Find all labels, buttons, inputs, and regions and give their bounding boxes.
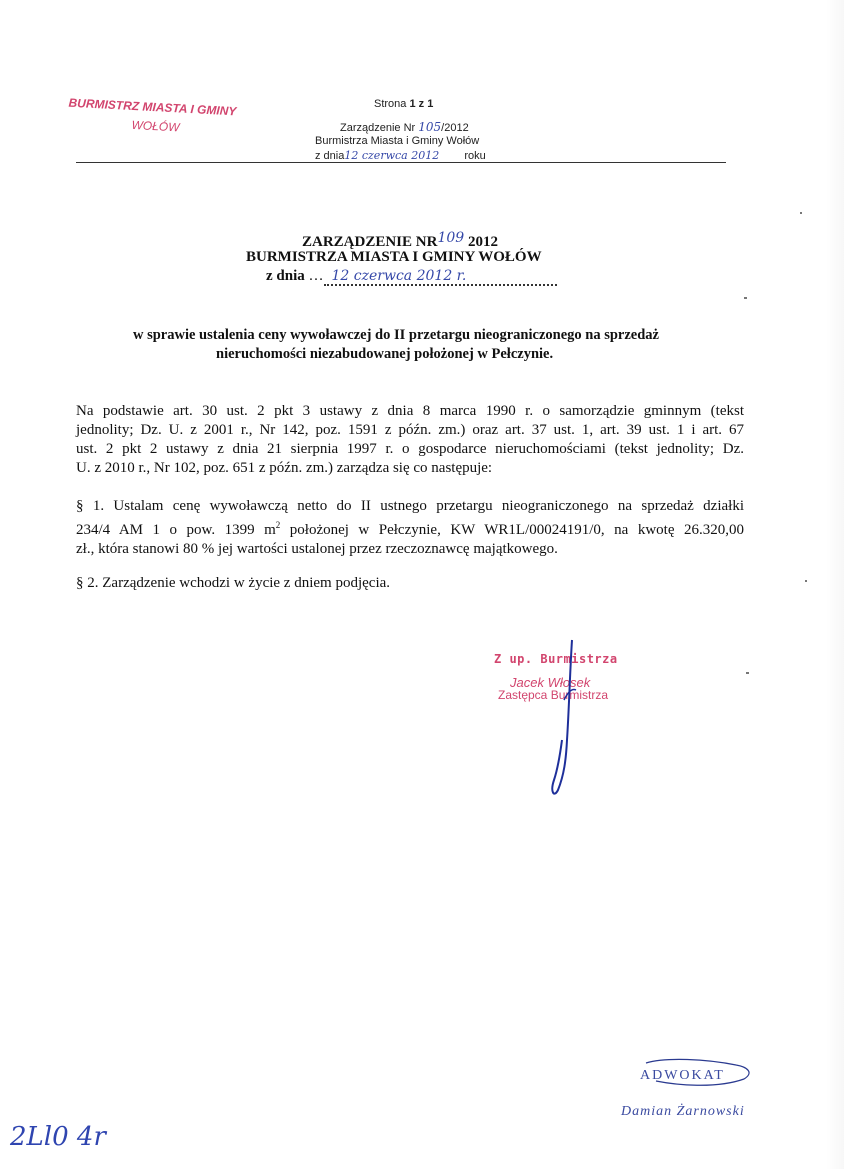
subject-line-1: w sprawie ustalenia ceny wywoławczej do II przetargu nieograniczonego na sprzedaż xyxy=(133,327,659,343)
ordinance-title xyxy=(302,230,498,251)
date-prefix: z dnia xyxy=(266,268,305,284)
ordinance-date xyxy=(266,268,557,286)
legal-basis-line-4: U. z 2010 r., Nr 102, poz. 651 z późn. zm.) zarządza się co następuje: xyxy=(76,460,493,476)
paragraph-1-line-3: zł., która stanowi 80 % jej wartości ustalonej przez rzeczoznawcę majątkowego. xyxy=(76,541,558,557)
header-divider xyxy=(76,162,726,163)
title-year: 2012 xyxy=(467,234,498,250)
stamp-line-1: BURMISTRZ MIASTA I GMINY xyxy=(68,95,237,119)
page-label: Strona xyxy=(374,98,410,110)
scan-speck xyxy=(744,297,747,299)
ref-number xyxy=(340,120,469,134)
scan-speck xyxy=(746,672,749,674)
paragraph-1-line-2 xyxy=(76,516,744,540)
page-number: 1 z 1 xyxy=(409,98,434,110)
legal-basis-line-1: Na podstawie art. 30 ust. 2 pkt 3 ustawy z dnia 8 marca 1990 r. o samorządzie gminnym (tekst xyxy=(76,403,744,419)
paragraph-1 xyxy=(76,497,744,559)
ref-date-handwritten: 12 czerwca 2012 xyxy=(344,149,464,163)
page-counter xyxy=(374,98,433,110)
signature-title: Zastępca Burmistrza xyxy=(498,688,609,702)
advocate-title: ADWOKAT xyxy=(640,1068,725,1083)
legal-basis-line-2: jednolity; Dz. U. z 2001 r., Nr 142, poz. 1591 z późn. zm.) oraz art. 37 ust. 1, art. 39 ust. 1 i art. 67 xyxy=(76,422,744,438)
handwritten-signature-icon xyxy=(520,630,600,810)
signature-name: Jacek Włosek xyxy=(510,675,591,690)
date-dots: … xyxy=(308,268,324,284)
ref-issuer: Burmistrza Miasta i Gminy Wołów xyxy=(315,135,480,147)
legal-basis xyxy=(76,402,744,478)
area-superscript: 2 xyxy=(275,520,281,530)
subject-line-2: nieruchomości niezabudowanej położonej w Pełczynie. xyxy=(216,346,554,362)
page-edge-shadow xyxy=(826,0,844,1169)
ordinance-issuer: BURMISTRZA MIASTA I GMINY WOŁÓW xyxy=(246,249,542,265)
scan-speck xyxy=(805,580,807,582)
signature-authority: Z up. Burmistrza xyxy=(494,652,618,666)
office-stamp xyxy=(67,96,236,138)
ref-suffix: /2012 xyxy=(441,122,469,134)
ref-date-prefix: z dnia xyxy=(315,150,345,162)
ref-handwritten-number: 105 xyxy=(418,120,442,134)
paragraph-1-line-1: § 1. Ustalam cenę wywoławczą netto do II ustnego przetargu nieograniczonego na sprzedaż działki xyxy=(76,498,744,514)
date-handwritten: 12 czerwca 2012 r. xyxy=(324,268,557,286)
parcel-text: 234/4 AM 1 o pow. 1399 m xyxy=(76,522,276,538)
stamp-line-2: WOŁÓW xyxy=(131,117,180,135)
legal-basis-line-3: ust. 2 pkt 2 ustawy z dnia 21 sierpnia 1997 r. o gospodarce nieruchomościami (tekst jednolity; Dz. xyxy=(76,441,744,457)
margin-handwriting: 2Ll0 4r xyxy=(10,1122,106,1152)
advocate-name: Damian Żarnowski xyxy=(621,1104,745,1119)
ref-prefix: Zarządzenie Nr xyxy=(340,122,419,134)
parcel-details: położonej w Pełczynie, KW WR1L/00024191/0, na kwotę 26.320,00 xyxy=(280,522,744,538)
scan-speck xyxy=(800,212,802,214)
ref-date-suffix: roku xyxy=(464,150,486,162)
title-prefix: ZARZĄDZENIE NR xyxy=(302,234,438,250)
paragraph-2: § 2. Zarządzenie wchodzi w życie z dniem podjęcia. xyxy=(76,575,391,591)
ref-date xyxy=(315,149,486,163)
title-handwritten-number: 109 xyxy=(437,230,465,246)
